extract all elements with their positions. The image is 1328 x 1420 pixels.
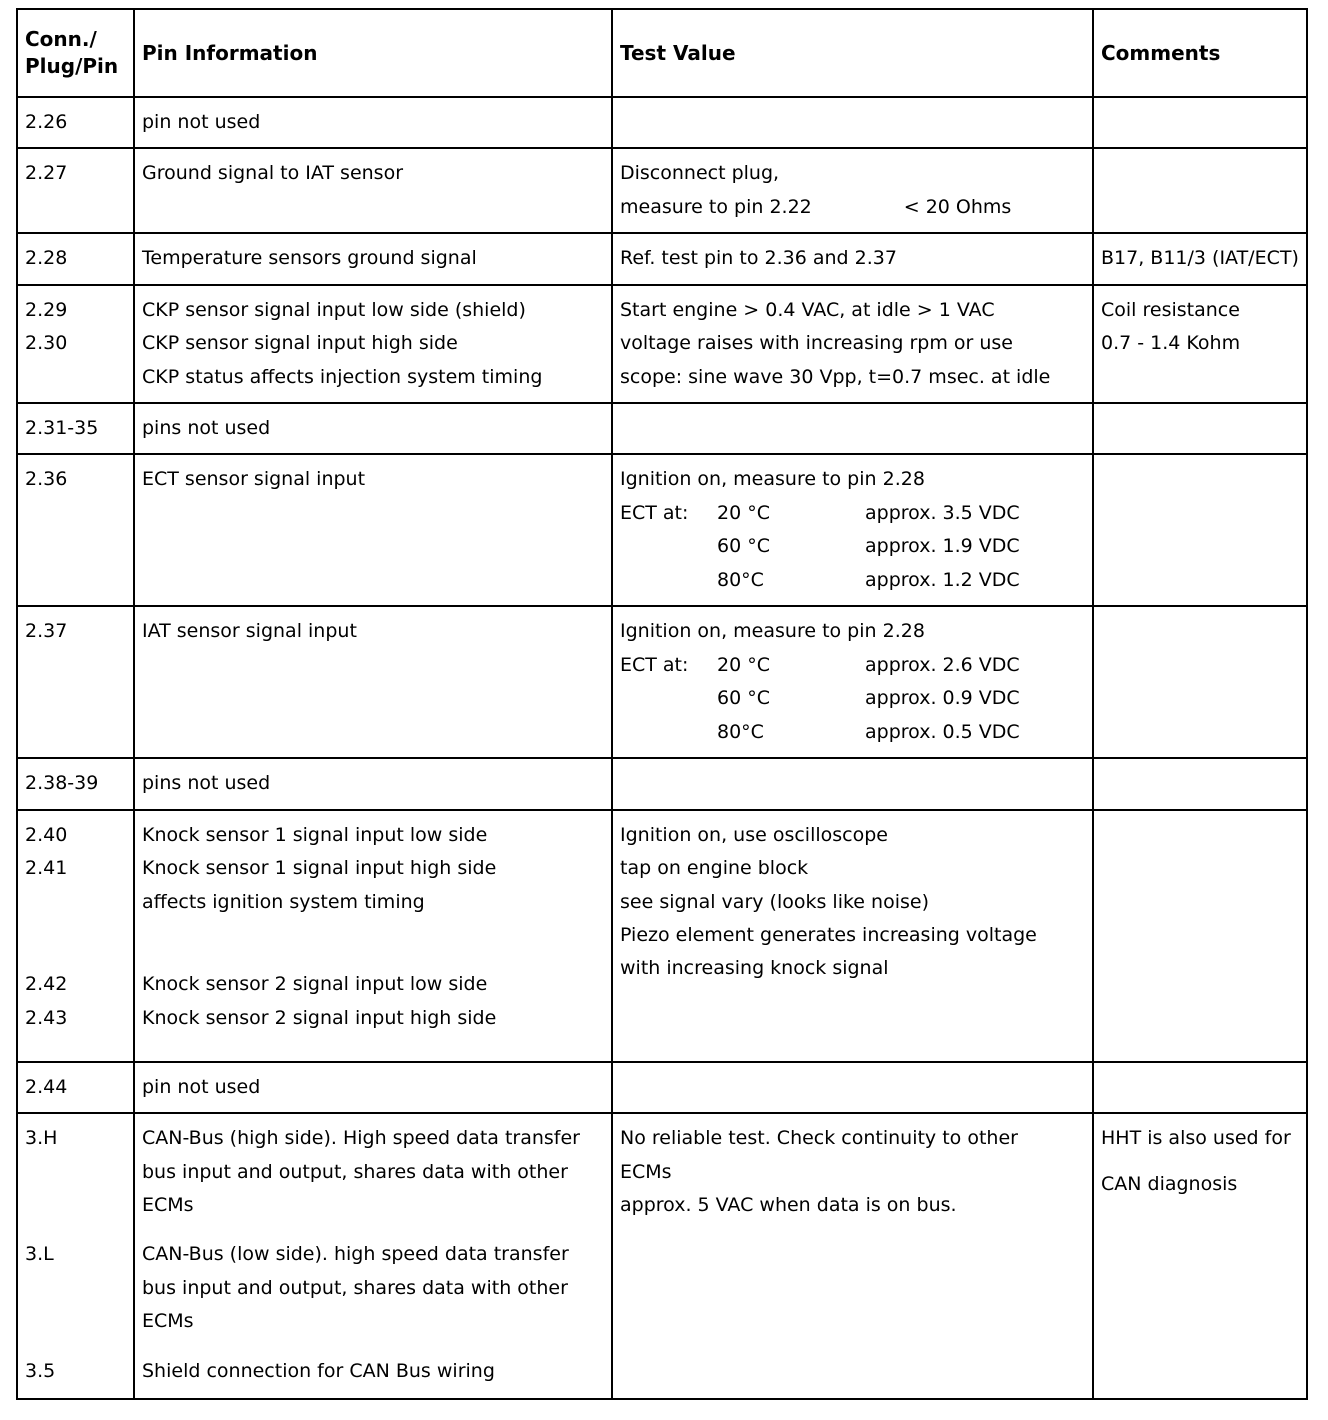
test-value: with increasing knock signal: [620, 957, 889, 980]
ect-reading: 80°C approx. 1.2 VDC: [717, 568, 1020, 591]
test-value: approx. 5 VAC when data is on bus.: [620, 1194, 957, 1217]
pin-info: bus input and output, shares data with other: [142, 1160, 568, 1183]
header-conn: Conn./ Plug/Pin: [17, 9, 134, 97]
pin-info: Temperature sensors ground signal: [142, 247, 477, 270]
table-row: [17, 403, 1307, 454]
table-row: [17, 758, 1307, 809]
test-value: No reliable test. Check continuity to other: [620, 1127, 1018, 1150]
pin-id: 2.26: [25, 111, 68, 133]
header-pin-information: Pin Information: [134, 9, 612, 97]
pin-id: 2.31-35: [25, 417, 99, 440]
test-value: ECMs: [620, 1160, 672, 1183]
pin-info: ECMs: [142, 1310, 194, 1333]
test-value: tap on engine block: [620, 857, 809, 880]
pin-id: 3.5: [25, 1359, 56, 1382]
pin-info: pins not used: [142, 417, 271, 440]
pin-id: 2.40: [25, 823, 68, 846]
test-value: measure to pin 2.22 < 20 Ohms: [620, 195, 1012, 218]
pin-id: 2.36: [25, 468, 68, 491]
pin-info: pin not used: [142, 1075, 261, 1098]
test-value: scope: sine wave 30 Vpp, t=0.7 msec. at idle: [620, 365, 1051, 388]
table-row: [17, 285, 1307, 403]
iat-reading: ECT at: 20 °C approx. 2.6 VDC: [620, 653, 1020, 676]
comment: B17, B11/3 (IAT/ECT): [1101, 247, 1299, 270]
table-row: [17, 233, 1307, 284]
table-row: [17, 1062, 1307, 1113]
pin-id: 2.37: [25, 620, 68, 643]
table-row: [17, 1113, 1307, 1399]
pin-id: 3.L: [25, 1243, 54, 1266]
table-row: [17, 148, 1307, 233]
table-row: [17, 810, 1307, 1062]
pin-info: Ground signal to IAT sensor: [142, 162, 404, 185]
table-row: [17, 606, 1307, 758]
pin-info: Knock sensor 2 signal input low side: [142, 973, 488, 996]
comment: HHT is also used for: [1101, 1127, 1291, 1150]
pin-id: 2.42: [25, 973, 68, 996]
header-comments: Comments: [1093, 9, 1307, 97]
test-value: Ignition on, use oscilloscope: [620, 823, 888, 846]
header-row: [17, 9, 1307, 97]
pin-info: CKP sensor signal input high side: [142, 332, 458, 355]
pin-info: Knock sensor 1 signal input low side: [142, 823, 488, 846]
pin-info: IAT sensor signal input: [142, 620, 357, 643]
test-value: Ref. test pin to 2.36 and 2.37: [620, 247, 897, 270]
test-value: Ignition on, measure to pin 2.28: [620, 620, 925, 643]
pin-info: CAN-Bus (high side). High speed data transfer: [142, 1127, 580, 1150]
pin-info: ECT sensor signal input: [142, 468, 366, 491]
pin-info: CAN-Bus (low side). high speed data transfer: [142, 1243, 569, 1266]
pin-info: bus input and output, shares data with other: [142, 1276, 568, 1299]
header-test-value: Test Value: [612, 9, 1093, 97]
pin-info: pins not used: [142, 772, 271, 795]
test-value: Piezo element generates increasing voltage: [620, 924, 1037, 947]
pin-id: 2.44: [25, 1075, 68, 1098]
test-value: Ignition on, measure to pin 2.28: [620, 468, 925, 491]
test-value: Start engine > 0.4 VAC, at idle > 1 VAC: [620, 298, 995, 321]
test-value: see signal vary (looks like noise): [620, 890, 929, 913]
comment: 0.7 - 1.4 Kohm: [1101, 332, 1241, 355]
pin-id: 2.43: [25, 1006, 68, 1029]
pin-id: 2.30: [25, 332, 68, 355]
test-value: voltage raises with increasing rpm or use: [620, 332, 1013, 355]
pin-info: affects ignition system timing: [142, 890, 425, 913]
iat-reading: 60 °C approx. 0.9 VDC: [717, 687, 1020, 710]
pin-info: ECMs: [142, 1194, 194, 1217]
pin-id: 2.27: [25, 162, 68, 185]
comment: CAN diagnosis: [1101, 1172, 1238, 1195]
pin-info: Knock sensor 1 signal input high side: [142, 857, 497, 880]
pin-id: 2.38-39: [25, 772, 99, 795]
pin-id: 2.29: [25, 298, 68, 321]
pin-id: 2.41: [25, 857, 68, 880]
comment: Coil resistance: [1101, 298, 1240, 321]
pin-info: CKP sensor signal input low side (shield): [142, 298, 526, 321]
pin-info: pin not used: [142, 111, 261, 133]
pin-info: Knock sensor 2 signal input high side: [142, 1006, 497, 1029]
ect-reading: 60 °C approx. 1.9 VDC: [717, 535, 1020, 558]
table-row: [17, 454, 1307, 606]
iat-reading: 80°C approx. 0.5 VDC: [717, 720, 1020, 743]
pin-id: 3.H: [25, 1127, 58, 1150]
pin-table: [16, 8, 1308, 1400]
test-value: Disconnect plug,: [620, 162, 780, 185]
pin-info: Shield connection for CAN Bus wiring: [142, 1359, 495, 1382]
pin-id: 2.28: [25, 247, 68, 270]
table-row: [17, 97, 1307, 148]
pin-info: CKP status affects injection system timing: [142, 365, 543, 388]
ect-reading: ECT at: 20 °C approx. 3.5 VDC: [620, 501, 1020, 524]
